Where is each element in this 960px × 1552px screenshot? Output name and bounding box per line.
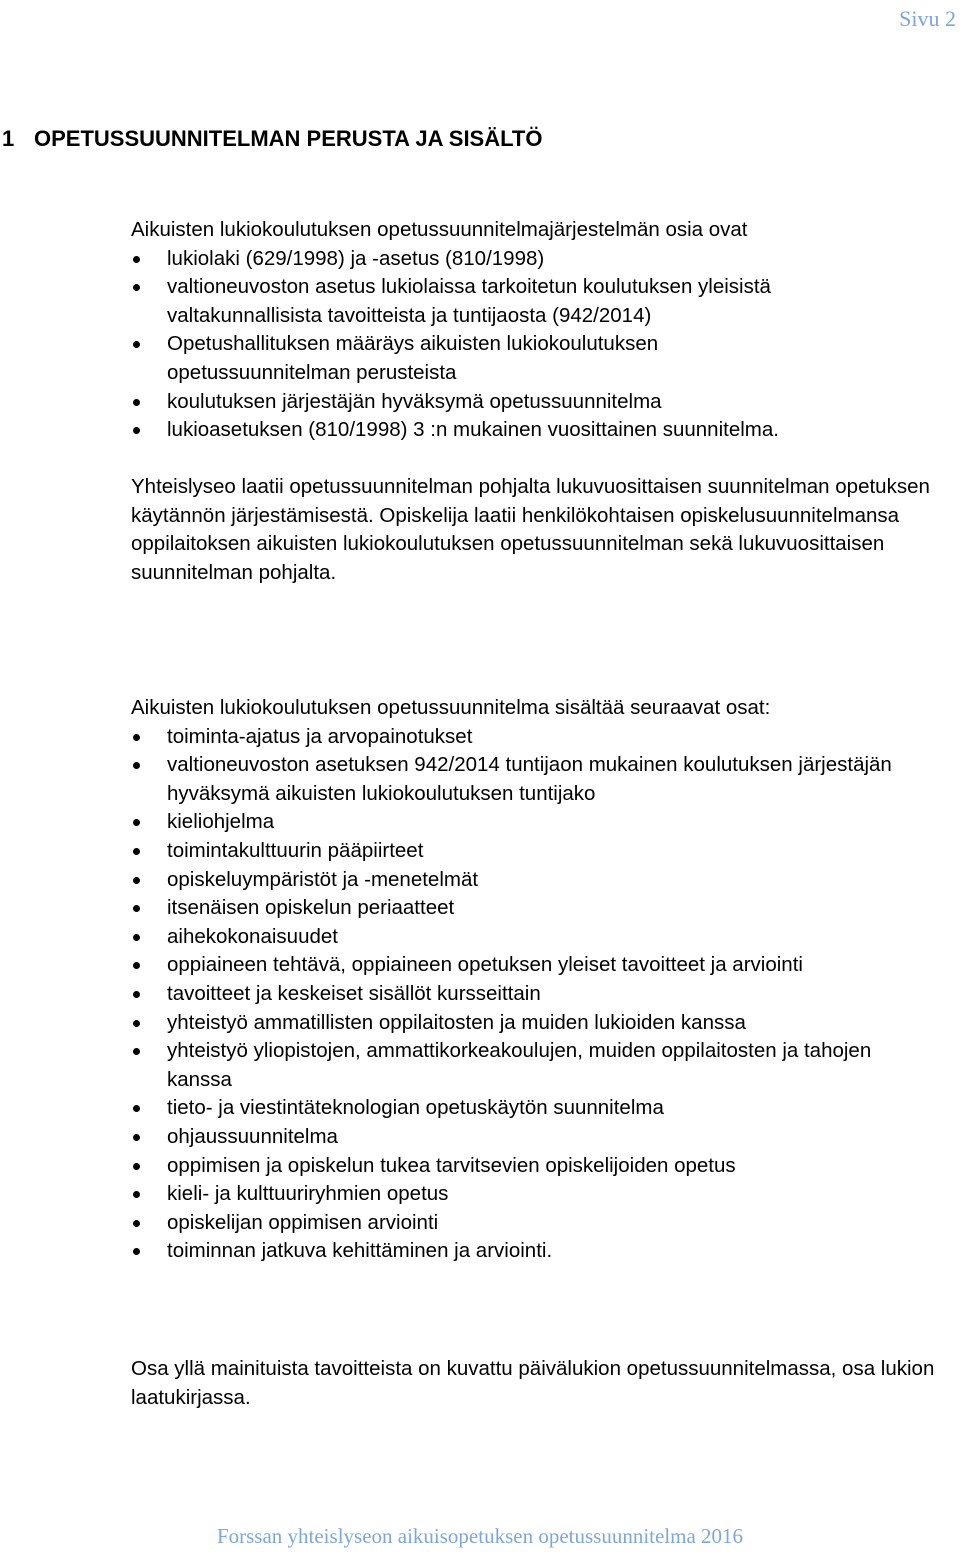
intro-list <box>131 245 957 445</box>
list-item: toimintakulttuurin pääpiirteet <box>131 837 957 866</box>
list-item: kieliohjelma <box>131 808 957 837</box>
list-item: lukioasetuksen (810/1998) 3 :n mukainen vuosittainen suunnitelma. <box>131 416 957 445</box>
list-item: opiskeluympäristöt ja -menetelmät <box>131 866 957 895</box>
contents-list <box>131 723 957 1266</box>
section-number: 1 <box>2 126 15 151</box>
list-item: lukiolaki (629/1998) ja -asetus (810/1998) <box>131 245 957 274</box>
list-item: ohjaussuunnitelma <box>131 1123 957 1152</box>
section-heading <box>2 124 542 154</box>
list-item: koulutuksen järjestäjän hyväksymä opetussuunnitelma <box>131 388 957 417</box>
list-item: oppimisen ja opiskelun tukea tarvitsevien opiskelijoiden opetus <box>131 1152 957 1181</box>
paragraph-text: Yhteislyseo laatii opetussuunnitelman pohjalta lukuvuosittaisen suunnitelman opetuksen käytännön järjestämisestä. Opiskelija laatii henkilökohtaisen opiskelusuunnitelmansa oppilaitoksen aikuisten lukiokoulutuksen opetussuunnitelman sekä lukuvuosittaisen suunnitelman pohjalta. <box>131 475 930 584</box>
closing-text: Osa yllä mainituista tavoitteista on kuvattu päivälukion opetussuunnitelmassa, osa lukion laatukirjassa. <box>131 1357 935 1409</box>
list-item: opiskelijan oppimisen arviointi <box>131 1209 957 1238</box>
list-item: toiminnan jatkuva kehittäminen ja arviointi. <box>131 1237 957 1266</box>
intro-block <box>131 216 957 445</box>
closing-block <box>131 1355 957 1412</box>
list-item: itsenäisen opiskelun periaatteet <box>131 894 957 923</box>
list-item: aihekokonaisuudet <box>131 923 957 952</box>
list-item: Opetushallituksen määräys aikuisten lukiokoulutuksen opetussuunnitelman perusteista <box>131 330 787 387</box>
list-item: oppiaineen tehtävä, oppiaineen opetuksen yleiset tavoitteet ja arviointi <box>131 951 957 980</box>
page-footer: Forssan yhteislyseon aikuisopetuksen opetussuunnitelma 2016 <box>216 1524 744 1548</box>
intro-lead: Aikuisten lukiokoulutuksen opetussuunnitelmajärjestelmän osia ovat <box>131 218 748 241</box>
list-item: yhteistyö yliopistojen, ammattikorkeakoulujen, muiden oppilaitosten ja tahojen kanssa <box>131 1037 912 1094</box>
page-number: Sivu 2 <box>899 6 956 31</box>
list-item: valtioneuvoston asetuksen 942/2014 tuntijaon mukainen koulutuksen järjestäjän hyväksymä aikuisten lukiokoulutuksen tuntijako <box>131 751 907 808</box>
list-item: tieto- ja viestintäteknologian opetuskäytön suunnitelma <box>131 1094 957 1123</box>
list-item: tavoitteet ja keskeiset sisällöt kursseittain <box>131 980 957 1009</box>
list-item: kieli- ja kulttuuriryhmien opetus <box>131 1180 957 1209</box>
list-item: valtioneuvoston asetus lukiolaissa tarkoitetun koulutuksen yleisistä valtakunnallisista tavoitteista ja tuntijaosta (942/2014) <box>131 273 887 330</box>
contents-block <box>131 694 957 1266</box>
section-title: OPETUSSUUNNITELMAN PERUSTA JA SISÄLTÖ <box>34 126 543 151</box>
list-item: toiminta-ajatus ja arvopainotukset <box>131 723 957 752</box>
paragraph-curriculum <box>131 473 957 587</box>
contents-lead: Aikuisten lukiokoulutuksen opetussuunnitelma sisältää seuraavat osat: <box>131 696 771 719</box>
list-item: yhteistyö ammatillisten oppilaitosten ja muiden lukioiden kanssa <box>131 1009 957 1038</box>
